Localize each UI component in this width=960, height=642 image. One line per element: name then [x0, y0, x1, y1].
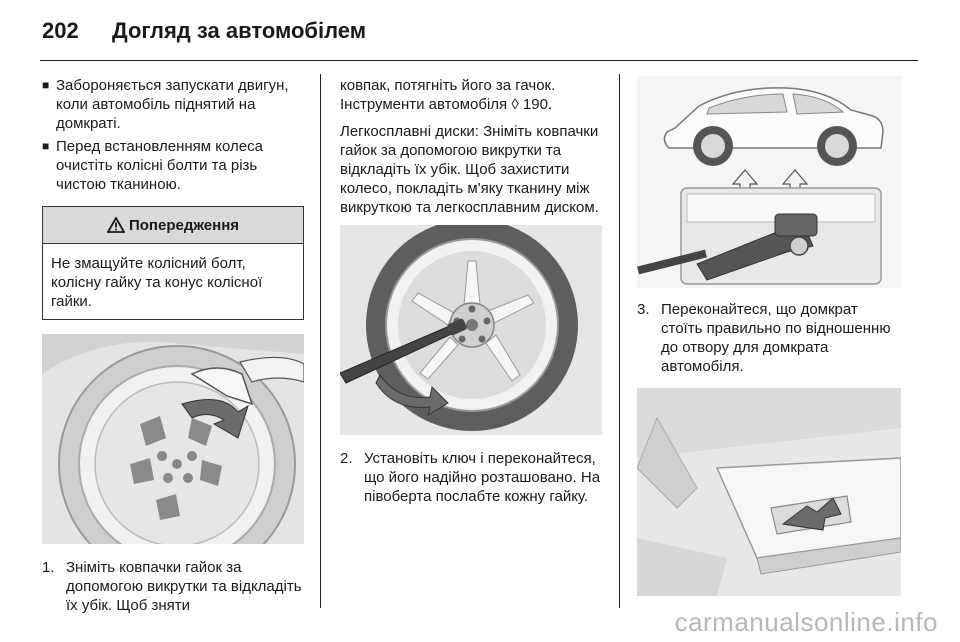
step-text: Установіть ключ і переконайтеся, що його надійно розташовано. На півоберта послабте кожну гайку. — [364, 450, 601, 505]
page-title: Догляд за автомобілем — [112, 18, 367, 43]
warning-title: Попередження — [128, 216, 240, 234]
step-number: 1. — [42, 559, 55, 576]
step-number: 3. — [637, 301, 650, 318]
step-number: 2. — [340, 450, 353, 467]
bullet-square-icon: ■ — [42, 78, 50, 92]
jack-point-illustration-icon — [637, 388, 901, 596]
warning-text: Не змащуйте колісний болт, колісну гайку та конус колісної гайки. — [51, 255, 263, 310]
bullet-item — [42, 137, 304, 194]
header-divider — [40, 60, 918, 61]
warning-header — [43, 207, 303, 244]
step-1 — [42, 558, 304, 615]
column-2 — [340, 76, 602, 506]
wheel-wrench-illustration-icon — [340, 225, 602, 435]
page-number: 202 — [42, 18, 79, 43]
car-jack-illustration-icon — [637, 76, 901, 288]
step-2 — [340, 449, 602, 506]
column-divider-1 — [320, 74, 321, 608]
paragraph-hubcap: ковпак, потягніть його за гачок. Інструменти автомобіля ◊ 190. — [340, 77, 556, 113]
warning-triangle-icon — [107, 217, 125, 233]
bullet-text: Перед встановленням колеса очистіть колісні болти та різь чистою тканиною. — [56, 138, 263, 193]
page-header — [42, 14, 366, 48]
jack-point-illustration — [637, 388, 901, 596]
paragraph-alloy-wheels: Легкосплавні диски: Зніміть ковпачки гайок за допомогою викрутки та відкладіть їх убік. Щоб захистити колесо, покладіть м'яку тканину між викруткою та легкосплавним диском. — [340, 123, 599, 216]
car-jack-illustration — [637, 76, 901, 288]
hubcap-illustration-icon — [42, 334, 304, 544]
wheel-wrench-illustration — [340, 225, 602, 435]
step-text: Зніміть ковпачки гайок за допомогою викрутки та відкладіть їх убік. Щоб зняти — [66, 559, 302, 614]
watermark-text: carmanualsonline.info — [674, 607, 938, 637]
column-1 — [42, 76, 304, 615]
step-3 — [637, 300, 903, 376]
step-text: Переконайтеся, що домкрат стоїть правильно по відношенню до отвору для домкрата автомобіля. — [661, 301, 891, 375]
bullet-text: Забороняється запускати двигун, коли автомобіль піднятий на домкраті. — [56, 77, 289, 132]
column-3 — [637, 76, 903, 596]
bullet-square-icon: ■ — [42, 139, 50, 153]
hubcap-removal-illustration — [42, 334, 304, 544]
warning-box — [42, 206, 304, 320]
bullet-item — [42, 76, 304, 133]
column-divider-2 — [619, 74, 620, 608]
